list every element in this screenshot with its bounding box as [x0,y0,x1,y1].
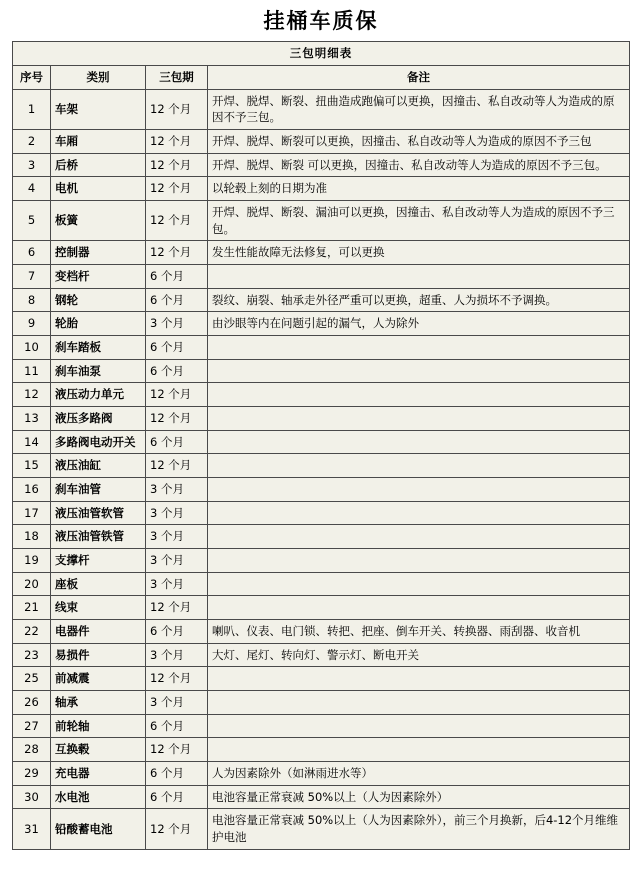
cell-category: 液压油管软管 [51,501,146,525]
table-row [13,129,630,153]
cell-category: 电机 [51,177,146,201]
cell-note: 发生性能故障无法修复，可以更换 [208,241,630,265]
cell-index: 1 [13,89,51,129]
cell-index: 31 [13,809,51,849]
column-header-index: 序号 [13,65,51,89]
cell-period: 12 个月 [146,596,208,620]
cell-index: 11 [13,359,51,383]
table-row [13,177,630,201]
cell-note: 以轮毂上刻的日期为准 [208,177,630,201]
table-row [13,336,630,360]
cell-period: 6 个月 [146,430,208,454]
cell-period: 6 个月 [146,265,208,289]
cell-period: 3 个月 [146,549,208,573]
cell-period: 3 个月 [146,643,208,667]
cell-period: 12 个月 [146,454,208,478]
cell-note: 由沙眼等内在问题引起的漏气，人为除外 [208,312,630,336]
cell-period: 6 个月 [146,785,208,809]
cell-category: 液压多路阀 [51,407,146,431]
cell-index: 15 [13,454,51,478]
cell-note [208,359,630,383]
table-subtitle: 三包明细表 [13,42,630,66]
cell-index: 7 [13,265,51,289]
cell-category: 轮胎 [51,312,146,336]
table-row [13,241,630,265]
cell-index: 2 [13,129,51,153]
table-subtitle-row [13,42,630,66]
cell-note [208,478,630,502]
cell-category: 易损件 [51,643,146,667]
cell-category: 多路阀电动开关 [51,430,146,454]
cell-period: 6 个月 [146,336,208,360]
cell-index: 28 [13,738,51,762]
table-row [13,454,630,478]
table-row [13,265,630,289]
cell-index: 21 [13,596,51,620]
cell-note: 人为因素除外（如淋雨进水等） [208,762,630,786]
cell-category: 座板 [51,572,146,596]
cell-category: 钢轮 [51,288,146,312]
table-row [13,738,630,762]
cell-category: 轴承 [51,691,146,715]
cell-note [208,407,630,431]
cell-period: 3 个月 [146,312,208,336]
cell-note: 开焊、脱焊、断裂、扭曲造成跑偏可以更换，因撞击、私自改动等人为造成的原因不予三包。 [208,89,630,129]
cell-note: 开焊、脱焊、断裂 可以更换，因撞击、私自改动等人为造成的原因不予三包。 [208,153,630,177]
cell-note: 电池容量正常衰减 50%以上（人为因素除外） [208,785,630,809]
column-header-period: 三包期 [146,65,208,89]
cell-index: 30 [13,785,51,809]
cell-index: 10 [13,336,51,360]
cell-category: 车厢 [51,129,146,153]
cell-index: 27 [13,714,51,738]
table-body [13,89,630,849]
cell-period: 12 个月 [146,201,208,241]
table-row [13,359,630,383]
table-row [13,785,630,809]
cell-category: 电器件 [51,620,146,644]
cell-category: 后桥 [51,153,146,177]
cell-note [208,501,630,525]
table-row [13,549,630,573]
cell-note [208,265,630,289]
cell-index: 3 [13,153,51,177]
cell-index: 19 [13,549,51,573]
cell-period: 3 个月 [146,501,208,525]
cell-category: 车架 [51,89,146,129]
cell-index: 9 [13,312,51,336]
cell-note [208,336,630,360]
table-row [13,809,630,849]
cell-category: 液压动力单元 [51,383,146,407]
table-row [13,430,630,454]
cell-period: 3 个月 [146,572,208,596]
cell-note: 裂纹、崩裂、轴承走外径严重可以更换，超重、人为损坏不予调换。 [208,288,630,312]
table-row [13,288,630,312]
cell-period: 12 个月 [146,177,208,201]
cell-category: 前轮轴 [51,714,146,738]
cell-period: 12 个月 [146,738,208,762]
cell-index: 8 [13,288,51,312]
table-row [13,153,630,177]
cell-category: 板簧 [51,201,146,241]
cell-period: 3 个月 [146,691,208,715]
cell-period: 12 个月 [146,129,208,153]
cell-period: 12 个月 [146,407,208,431]
cell-period: 12 个月 [146,383,208,407]
table-row [13,762,630,786]
cell-period: 6 个月 [146,359,208,383]
table-row [13,501,630,525]
cell-index: 5 [13,201,51,241]
cell-note: 电池容量正常衰减 50%以上（人为因素除外），前三个月换新，后4-12个月维维护电池 [208,809,630,849]
table-row [13,596,630,620]
cell-period: 12 个月 [146,89,208,129]
table-row [13,201,630,241]
cell-index: 20 [13,572,51,596]
cell-index: 25 [13,667,51,691]
cell-index: 6 [13,241,51,265]
cell-index: 23 [13,643,51,667]
cell-note [208,383,630,407]
cell-note [208,691,630,715]
table-row [13,667,630,691]
cell-note [208,667,630,691]
page-title: 挂桶车质保 [263,9,379,33]
cell-index: 14 [13,430,51,454]
cell-category: 控制器 [51,241,146,265]
cell-index: 22 [13,620,51,644]
table-row [13,312,630,336]
table-row [13,620,630,644]
cell-note [208,525,630,549]
cell-note [208,572,630,596]
warranty-table-container [0,41,642,850]
cell-index: 18 [13,525,51,549]
cell-index: 16 [13,478,51,502]
cell-category: 铅酸蓄电池 [51,809,146,849]
cell-note [208,549,630,573]
cell-period: 12 个月 [146,809,208,849]
cell-note [208,454,630,478]
cell-index: 29 [13,762,51,786]
cell-note: 喇叭、仪表、电门锁、转把、把座、倒车开关、转换器、雨刮器、收音机 [208,620,630,644]
cell-note: 开焊、脱焊、断裂、漏油可以更换，因撞击、私自改动等人为造成的原因不予三包。 [208,201,630,241]
cell-category: 液压油管铁管 [51,525,146,549]
cell-category: 变档杆 [51,265,146,289]
cell-category: 充电器 [51,762,146,786]
cell-index: 4 [13,177,51,201]
table-row [13,572,630,596]
cell-category: 水电池 [51,785,146,809]
cell-category: 互换毂 [51,738,146,762]
cell-note: 大灯、尾灯、转向灯、警示灯、断电开关 [208,643,630,667]
cell-note [208,738,630,762]
cell-note: 开焊、脱焊、断裂可以更换，因撞击、私自改动等人为造成的原因不予三包 [208,129,630,153]
cell-period: 3 个月 [146,525,208,549]
column-header-note: 备注 [208,65,630,89]
cell-period: 3 个月 [146,478,208,502]
cell-period: 12 个月 [146,241,208,265]
cell-category: 刹车油泵 [51,359,146,383]
cell-category: 前减震 [51,667,146,691]
table-row [13,525,630,549]
table-row [13,714,630,738]
table-row [13,478,630,502]
cell-index: 12 [13,383,51,407]
table-row [13,89,630,129]
table-row [13,691,630,715]
cell-category: 液压油缸 [51,454,146,478]
table-header-row [13,65,630,89]
cell-period: 12 个月 [146,153,208,177]
cell-category: 支撑杆 [51,549,146,573]
table-row [13,643,630,667]
cell-note [208,430,630,454]
cell-period: 6 个月 [146,762,208,786]
cell-index: 26 [13,691,51,715]
cell-period: 6 个月 [146,288,208,312]
table-row [13,383,630,407]
cell-note [208,596,630,620]
cell-period: 12 个月 [146,667,208,691]
cell-category: 线束 [51,596,146,620]
cell-category: 刹车油管 [51,478,146,502]
warranty-table [12,41,630,850]
cell-period: 6 个月 [146,620,208,644]
cell-note [208,714,630,738]
table-row [13,407,630,431]
cell-category: 刹车踏板 [51,336,146,360]
cell-index: 13 [13,407,51,431]
column-header-category: 类别 [51,65,146,89]
cell-index: 17 [13,501,51,525]
cell-period: 6 个月 [146,714,208,738]
table-head [13,42,630,89]
